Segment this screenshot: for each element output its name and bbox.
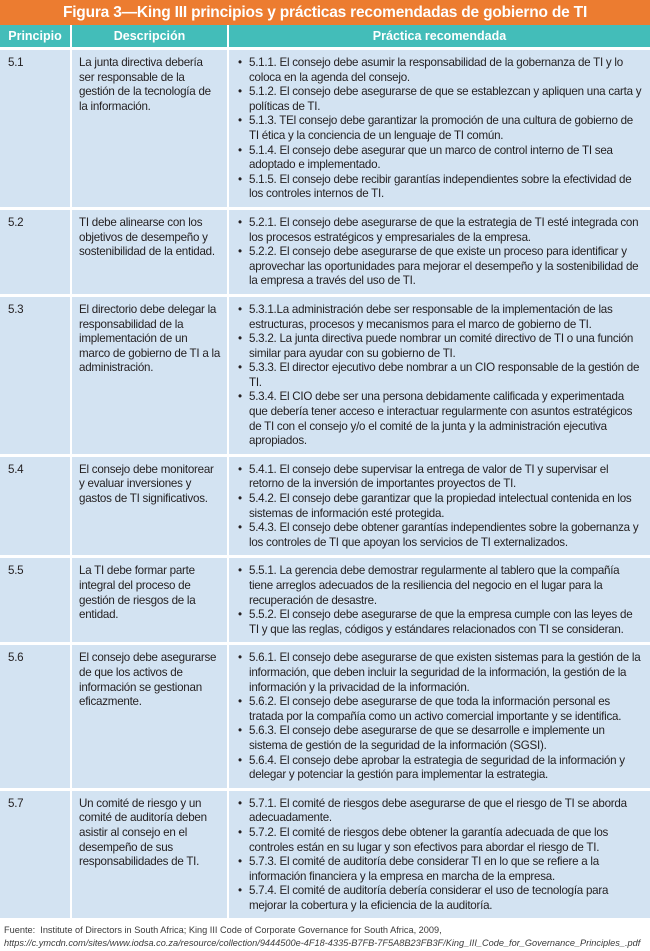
recommended-practices xyxy=(228,789,650,918)
practice-item xyxy=(236,85,644,114)
header-principio: Principio xyxy=(0,25,71,49)
practice-item xyxy=(236,855,644,884)
bullet-icon: • xyxy=(238,245,242,259)
practice-text: 5.1.2. El consejo debe asegurarse de que se establezcan y apliquen una carta y políticas de TI. xyxy=(249,85,642,113)
recommended-practices xyxy=(228,208,650,295)
practice-text: 5.7.2. El comité de riesgos debe obtener la garantía adecuada de que los controles están en su lugar y son efectivos para abordar el riesgo de TI. xyxy=(249,825,609,854)
bullet-icon: • xyxy=(238,855,242,869)
practice-text: 5.5.2. El consejo debe asegurarse de que la empresa cumple con las leyes de TI y que las reglas, códigos y estándares relacionados con TI se consideran. xyxy=(249,608,633,636)
bullet-icon: • xyxy=(238,143,242,157)
bullet-icon: • xyxy=(238,753,242,767)
practice-item xyxy=(236,492,644,521)
principle-number: 5.5 xyxy=(0,557,71,644)
practice-list xyxy=(236,651,644,782)
source-note xyxy=(0,918,650,950)
bullet-icon: • xyxy=(238,85,242,99)
principle-description: El directorio debe delegar la responsabilidad de la implementación de un marco de gobierno de TI a la administración. xyxy=(71,295,228,455)
practice-text: 5.7.4. El comité de auditoría debería considerar el uso de tecnología para mejorar la cobertura y la eficiencia de la auditoría. xyxy=(249,884,609,912)
practice-item xyxy=(236,884,644,913)
practice-text: 5.6.4. El consejo debe aprobar la estrategia de seguridad de la información y delegar y potenciar la gestión para implementar la estrategia. xyxy=(249,753,625,782)
principle-number: 5.4 xyxy=(0,455,71,557)
principle-description: Un comité de riesgo y un comité de auditoría deben asistir al consejo en el desempeño de sus responsabilidades de TI. xyxy=(71,789,228,918)
table-row xyxy=(0,295,650,455)
recommended-practices xyxy=(228,455,650,557)
bullet-icon: • xyxy=(238,695,242,709)
practice-item xyxy=(236,826,644,855)
practice-text: 5.3.1.La administración debe ser responsable de la implementación de las estructuras, procesos y mecanismos para el marco de gobierno de TI. xyxy=(249,302,613,331)
table-row xyxy=(0,49,650,209)
table-row xyxy=(0,789,650,918)
bullet-icon: • xyxy=(238,608,242,622)
principle-number: 5.7 xyxy=(0,789,71,918)
bullet-icon: • xyxy=(238,796,242,810)
recommended-practices xyxy=(228,557,650,644)
practice-text: 5.4.3. El consejo debe obtener garantías independientes sobre la gobernanza y los controles de TI que apoyan los servicios de TI externalizados. xyxy=(249,521,639,549)
bullet-icon: • xyxy=(238,390,242,404)
practice-list xyxy=(236,56,644,202)
practice-item xyxy=(236,608,644,637)
practice-text: 5.2.2. El consejo debe asegurarse de que existe un proceso para identificar y aprovechar las oportunidades para mejorar el desempeño y la sostenibilidad de la empresa a través del uso de TI. xyxy=(249,245,639,288)
practice-item xyxy=(236,173,644,202)
practice-item xyxy=(236,56,644,85)
table-body xyxy=(0,49,650,919)
principle-description: El consejo debe asegurarse de que los activos de información se gestionan eficazmente. xyxy=(71,644,228,789)
principle-number: 5.1 xyxy=(0,49,71,209)
recommended-practices xyxy=(228,49,650,209)
principle-number: 5.3 xyxy=(0,295,71,455)
practice-text: 5.3.3. El director ejecutivo debe nombrar a un CIO responsable de la gestión de TI. xyxy=(249,361,640,389)
bullet-icon: • xyxy=(238,114,242,128)
recommended-practices xyxy=(228,644,650,789)
table-row xyxy=(0,644,650,789)
practice-text: 5.1.4. El consejo debe asegurar que un marco de control interno de TI sea adoptado e implementado. xyxy=(249,143,613,172)
figure-title: Figura 3—King III principios y prácticas recomendadas de gobierno de TI xyxy=(0,0,650,25)
practice-item xyxy=(236,651,644,695)
practice-text: 5.6.2. El consejo debe asegurarse de que toda la información personal es tratada por la compañía como un activo comercial importante y se identifica. xyxy=(249,695,622,723)
source-text: Institute of Directors in South Africa; King III Code of Corporate Governance for South Africa, 2009, xyxy=(40,925,442,936)
bullet-icon: • xyxy=(238,56,242,69)
practice-list xyxy=(236,463,644,551)
practice-text: 5.6.1. El consejo debe asegurarse de que existen sistemas para la gestión de la información, que deben incluir la seguridad de la información, la gestión de la información y la privacidad de la información. xyxy=(249,651,641,694)
practice-list xyxy=(236,303,644,449)
practice-item xyxy=(236,797,644,826)
practice-item xyxy=(236,695,644,724)
recommended-practices xyxy=(228,295,650,455)
source-label: Fuente: xyxy=(4,925,36,936)
bullet-icon: • xyxy=(238,302,242,316)
practice-list xyxy=(236,564,644,637)
bullet-icon: • xyxy=(238,462,242,476)
bullet-icon: • xyxy=(238,332,242,346)
practice-item xyxy=(236,303,644,332)
practice-list xyxy=(236,216,644,289)
practice-text: 5.4.2. El consejo debe garantizar que la propiedad intelectual contenida en los sistemas de información esté protegida. xyxy=(249,492,632,520)
practice-text: 5.3.2. La junta directiva puede nombrar un comité directivo de TI o una función similar para ayudar con su gobierno de TI. xyxy=(249,332,634,360)
header-descripcion: Descripción xyxy=(71,25,228,49)
practice-text: 5.7.1. El comité de riesgos debe asegurarse de que el riesgo de TI se aborda adecuadamente. xyxy=(249,796,627,825)
practice-text: 5.2.1. El consejo debe asegurarse de que la estrategia de TI esté integrada con los procesos estratégicos y empresariales de la empresa. xyxy=(249,215,639,244)
practice-item xyxy=(236,361,644,390)
practice-item xyxy=(236,245,644,289)
principle-description: TI debe alinearse con los objetivos de desempeño y sostenibilidad de la entidad. xyxy=(71,208,228,295)
practice-text: 5.6.3. El consejo debe asegurarse de que se desarrolle e implemente un sistema de gestión de la seguridad de la información (SGSI). xyxy=(249,724,605,752)
practice-text: 5.1.5. El consejo debe recibir garantías independientes sobre la efectividad de los controles internos de TI. xyxy=(249,172,632,201)
practice-item xyxy=(236,332,644,361)
bullet-icon: • xyxy=(238,724,242,738)
bullet-icon: • xyxy=(238,215,242,229)
bullet-icon: • xyxy=(238,521,242,535)
practice-item xyxy=(236,114,644,143)
bullet-icon: • xyxy=(238,361,242,375)
practice-list xyxy=(236,797,644,914)
bullet-icon: • xyxy=(238,884,242,898)
practice-text: 5.1.1. El consejo debe asumir la responsabilidad de la gobernanza de TI y lo coloca en la agenda del consejo. xyxy=(249,56,623,84)
bullet-icon: • xyxy=(238,825,242,839)
principles-table xyxy=(0,25,650,918)
practice-item xyxy=(236,724,644,753)
principle-description: El consejo debe monitorear y evaluar inversiones y gastos de TI significativos. xyxy=(71,455,228,557)
table-row xyxy=(0,557,650,644)
practice-item xyxy=(236,144,644,173)
practice-item xyxy=(236,754,644,783)
source-url[interactable]: https://c.ymcdn.com/sites/www.iodsa.co.za/resource/collection/9444500e-4F18-4335-B7FB-7F5A8B23FB3F/King_III_Code_for_Governance_Principles_.pdf xyxy=(4,938,641,949)
practice-item xyxy=(236,521,644,550)
principle-description: La junta directiva debería ser responsable de la gestión de la tecnología de la información. xyxy=(71,49,228,209)
bullet-icon: • xyxy=(238,651,242,665)
table-row xyxy=(0,455,650,557)
practice-item xyxy=(236,216,644,245)
practice-item xyxy=(236,564,644,608)
bullet-icon: • xyxy=(238,492,242,506)
principle-number: 5.6 xyxy=(0,644,71,789)
principle-number: 5.2 xyxy=(0,208,71,295)
bullet-icon: • xyxy=(238,172,242,186)
practice-text: 5.7.3. El comité de auditoría debe considerar TI en lo que se refiere a la información financiera y la empresa en marcha de la empresa. xyxy=(249,855,599,883)
table-row xyxy=(0,208,650,295)
practice-item xyxy=(236,390,644,448)
bullet-icon: • xyxy=(238,564,242,578)
practice-item xyxy=(236,463,644,492)
header-practica: Práctica recomendada xyxy=(228,25,650,49)
practice-text: 5.1.3. TEl consejo debe garantizar la promoción de una cultura de gobierno de TI ética y la conciencia de un lenguaje de TI común. xyxy=(249,114,634,142)
practice-text: 5.4.1. El consejo debe supervisar la entrega de valor de TI y supervisar el retorno de la inversión de importantes proyectos de TI. xyxy=(249,462,609,491)
practice-text: 5.3.4. El CIO debe ser una persona debidamente calificada y experimentada que debería tener acceso e interactuar regularmente con asuntos estratégicos de TI con el consejo y/o el comité de la junta y la administración ejecutiva apropiados. xyxy=(249,390,633,448)
practice-text: 5.5.1. La gerencia debe demostrar regularmente al tablero que la compañía tiene arreglos adecuados de la resiliencia del negocio en el lugar para la recuperación de desastre. xyxy=(249,564,620,607)
table-header-row xyxy=(0,25,650,49)
principle-description: La TI debe formar parte integral del proceso de gestión de riesgos de la entidad. xyxy=(71,557,228,644)
